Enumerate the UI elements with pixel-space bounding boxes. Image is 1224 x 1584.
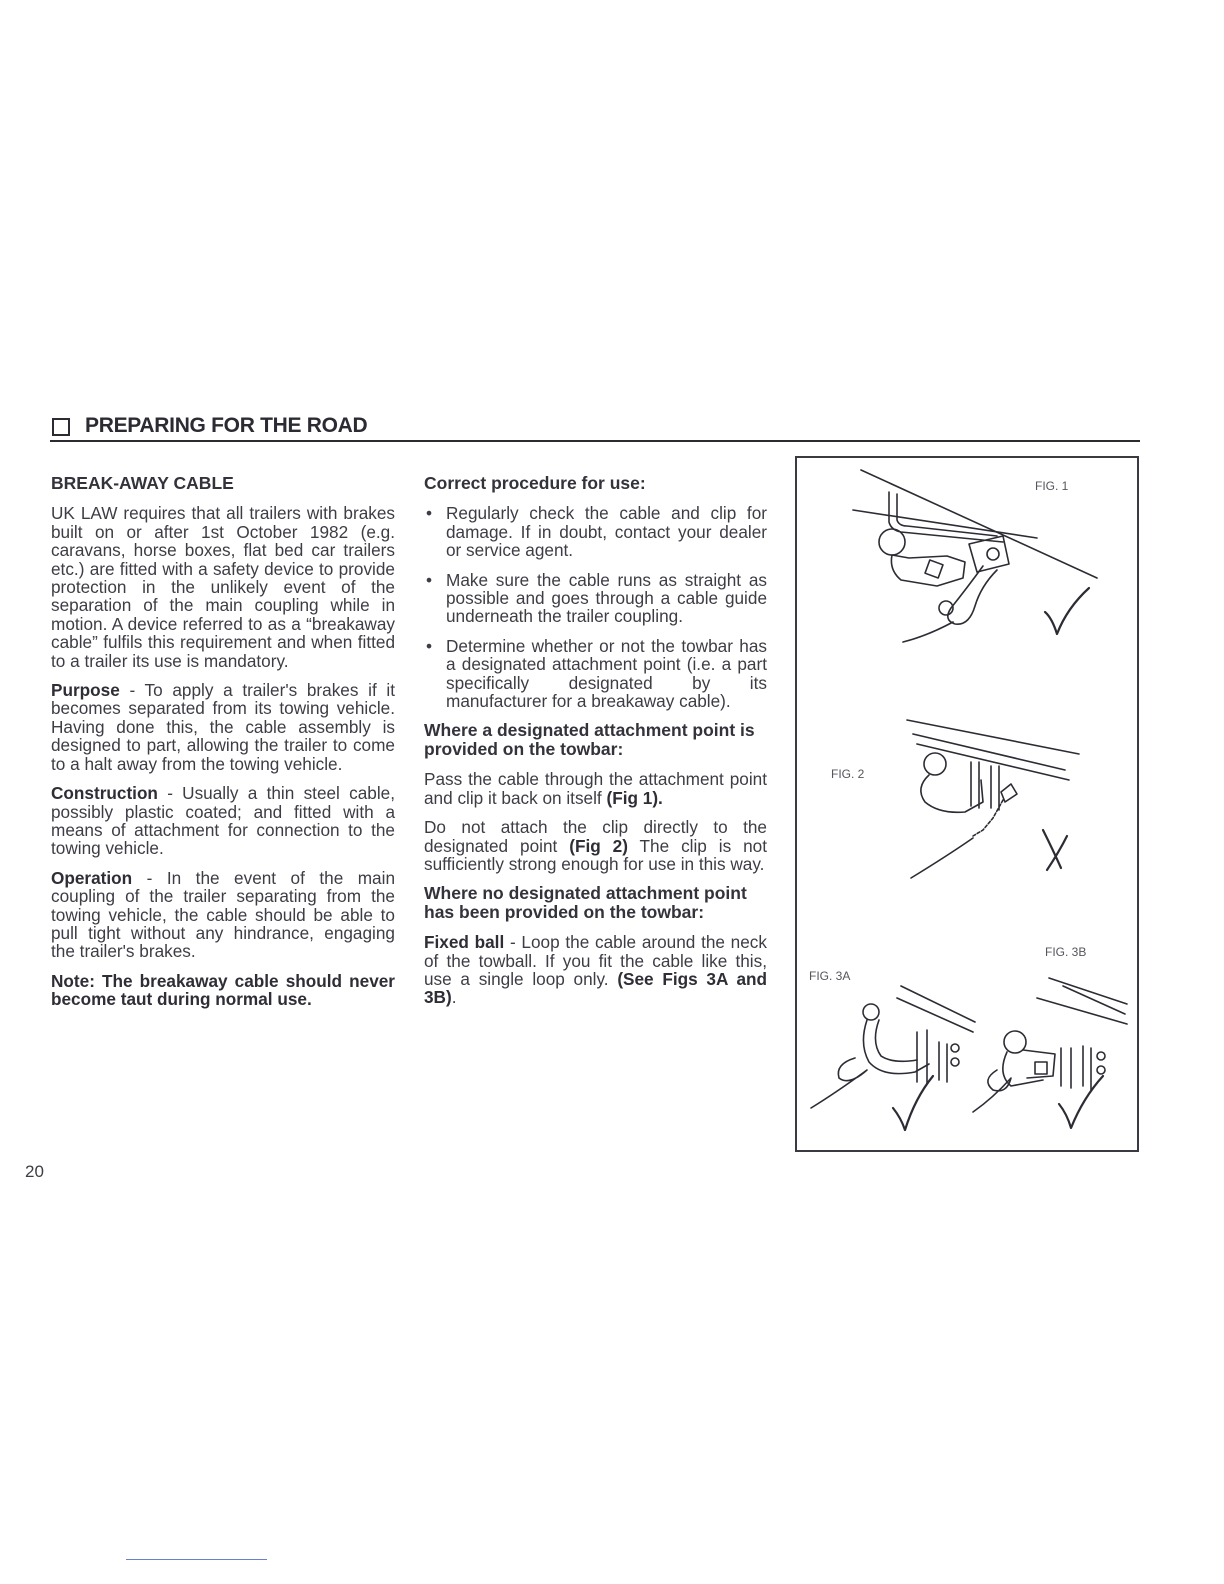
break-away-cable-heading: BREAK-AWAY CABLE <box>51 473 234 493</box>
fig1-towball <box>879 529 905 555</box>
fig3b-illustration <box>973 945 1127 1128</box>
do-not-attach-paragraph: Do not attach the clip directly to the designated point (Fig 2) The clip is not sufficiently strong enough for use in this way. <box>424 817 767 874</box>
section-header <box>50 414 1140 442</box>
list-item: • Determine whether or not the towbar has a designated attachment point (i.e. a part specifically designated by its manufacturer for a breakaway cable). <box>426 635 767 712</box>
procedure-heading: Correct procedure for use: <box>424 473 646 493</box>
fig3b-check-mark-icon <box>1059 1076 1103 1128</box>
operation-text: - In the event of the main coupling of the trailer separating from the towing vehicle, the cable should be able to pull tight without any hindrance, engaging the trailer's brakes. <box>51 867 395 962</box>
fig2-cross-mark-icon <box>1043 830 1067 870</box>
note-paragraph: Note: The breakaway cable should never become taut during normal use. <box>51 970 395 1010</box>
fig2-towball <box>924 753 946 775</box>
bullet-icon: • <box>426 635 433 656</box>
page-number: 20 <box>25 1162 44 1181</box>
fig3b-cable-loop <box>973 1070 1011 1112</box>
footer-rule <box>126 1559 267 1560</box>
list-item: • Make sure the cable runs as straight as possible and goes through a cable guide underneath the trailer coupling. <box>426 569 767 627</box>
section-title: PREPARING FOR THE ROAD <box>85 414 368 437</box>
fig2-cable <box>911 838 973 878</box>
fig2-label: FIG. 2 <box>831 767 865 781</box>
fig1-cable-loop <box>948 566 997 624</box>
purpose-label: Purpose <box>51 680 120 701</box>
fixed-ball-paragraph: Fixed ball - Loop the cable around the neck of the towball. If you fit the cable like this, use a single loop only. (See Figs 3A and 3B). <box>424 932 768 1008</box>
fig1-label: FIG. 1 <box>1035 479 1069 493</box>
fixed-ball-label: Fixed ball <box>424 932 505 953</box>
purpose-paragraph <box>51 681 395 773</box>
fig3-reference: (See Figs 3A and 3B) <box>424 968 768 1008</box>
purpose-text: - To apply a trailer's brakes if it becomes separated from its towing vehicle. Having done this, the cable assembly is designed to part, allowing the trailer to come to a halt away from the towing vehicle. <box>51 680 395 774</box>
bullet-icon: • <box>426 503 433 524</box>
fig1-illustration <box>853 470 1097 642</box>
construction-text: - Usually a thin steel cable, possibly plastic coated; and fitted with a means of attachment for connection to the towing vehicle. <box>51 783 395 859</box>
fig3a-label: FIG. 3A <box>809 969 851 983</box>
fig3a-towball <box>863 1004 879 1020</box>
intro-paragraph: UK LAW requires that all trailers with brakes built on or after 1st October 1982 (e.g. caravans, horse boxes, flat bed car trailers etc.) are fitted with a safety device to provide protection in the unlikely event of the separation of the main coupling while in motion. A device referred to as a “breakaway cable” fulfils this requirement and when fitted to a trailer its use is mandatory. <box>51 503 395 671</box>
no-designated-point-heading: Where no designated attachment point has been provided on the towbar: <box>424 883 747 922</box>
construction-paragraph <box>51 784 395 858</box>
fig3a-cable-loop <box>811 1058 867 1108</box>
operation-label: Operation <box>51 867 133 888</box>
fig3a-illustration <box>809 969 975 1130</box>
fig1-cable <box>903 622 953 642</box>
checkbox-square-icon <box>52 418 70 436</box>
fig2-reference: (Fig 2) <box>569 835 628 856</box>
designated-point-heading: Where a designated attachment point is provided on the towbar: <box>424 720 755 759</box>
fig3b-label: FIG. 3B <box>1045 945 1087 959</box>
fig1-reference: (Fig 1). <box>606 787 663 808</box>
pass-cable-paragraph: Pass the cable through the attachment point and clip it back on itself (Fig 1). <box>424 769 767 808</box>
figures-panel <box>795 456 1139 1152</box>
left-column <box>51 474 395 1020</box>
list-item: • Regularly check the cable and clip for damage. If in doubt, contact your dealer or service agent. <box>426 503 767 561</box>
bullet-icon: • <box>426 569 433 590</box>
construction-label: Construction <box>51 783 158 804</box>
operation-paragraph <box>51 869 395 961</box>
fig1-chassis-line-lower <box>853 510 1037 538</box>
fig3a-check-mark-icon <box>893 1076 933 1130</box>
fig1-check-mark-icon <box>1045 588 1089 634</box>
right-column <box>424 474 767 1018</box>
fig2-illustration <box>831 720 1079 878</box>
procedure-list <box>424 504 767 710</box>
